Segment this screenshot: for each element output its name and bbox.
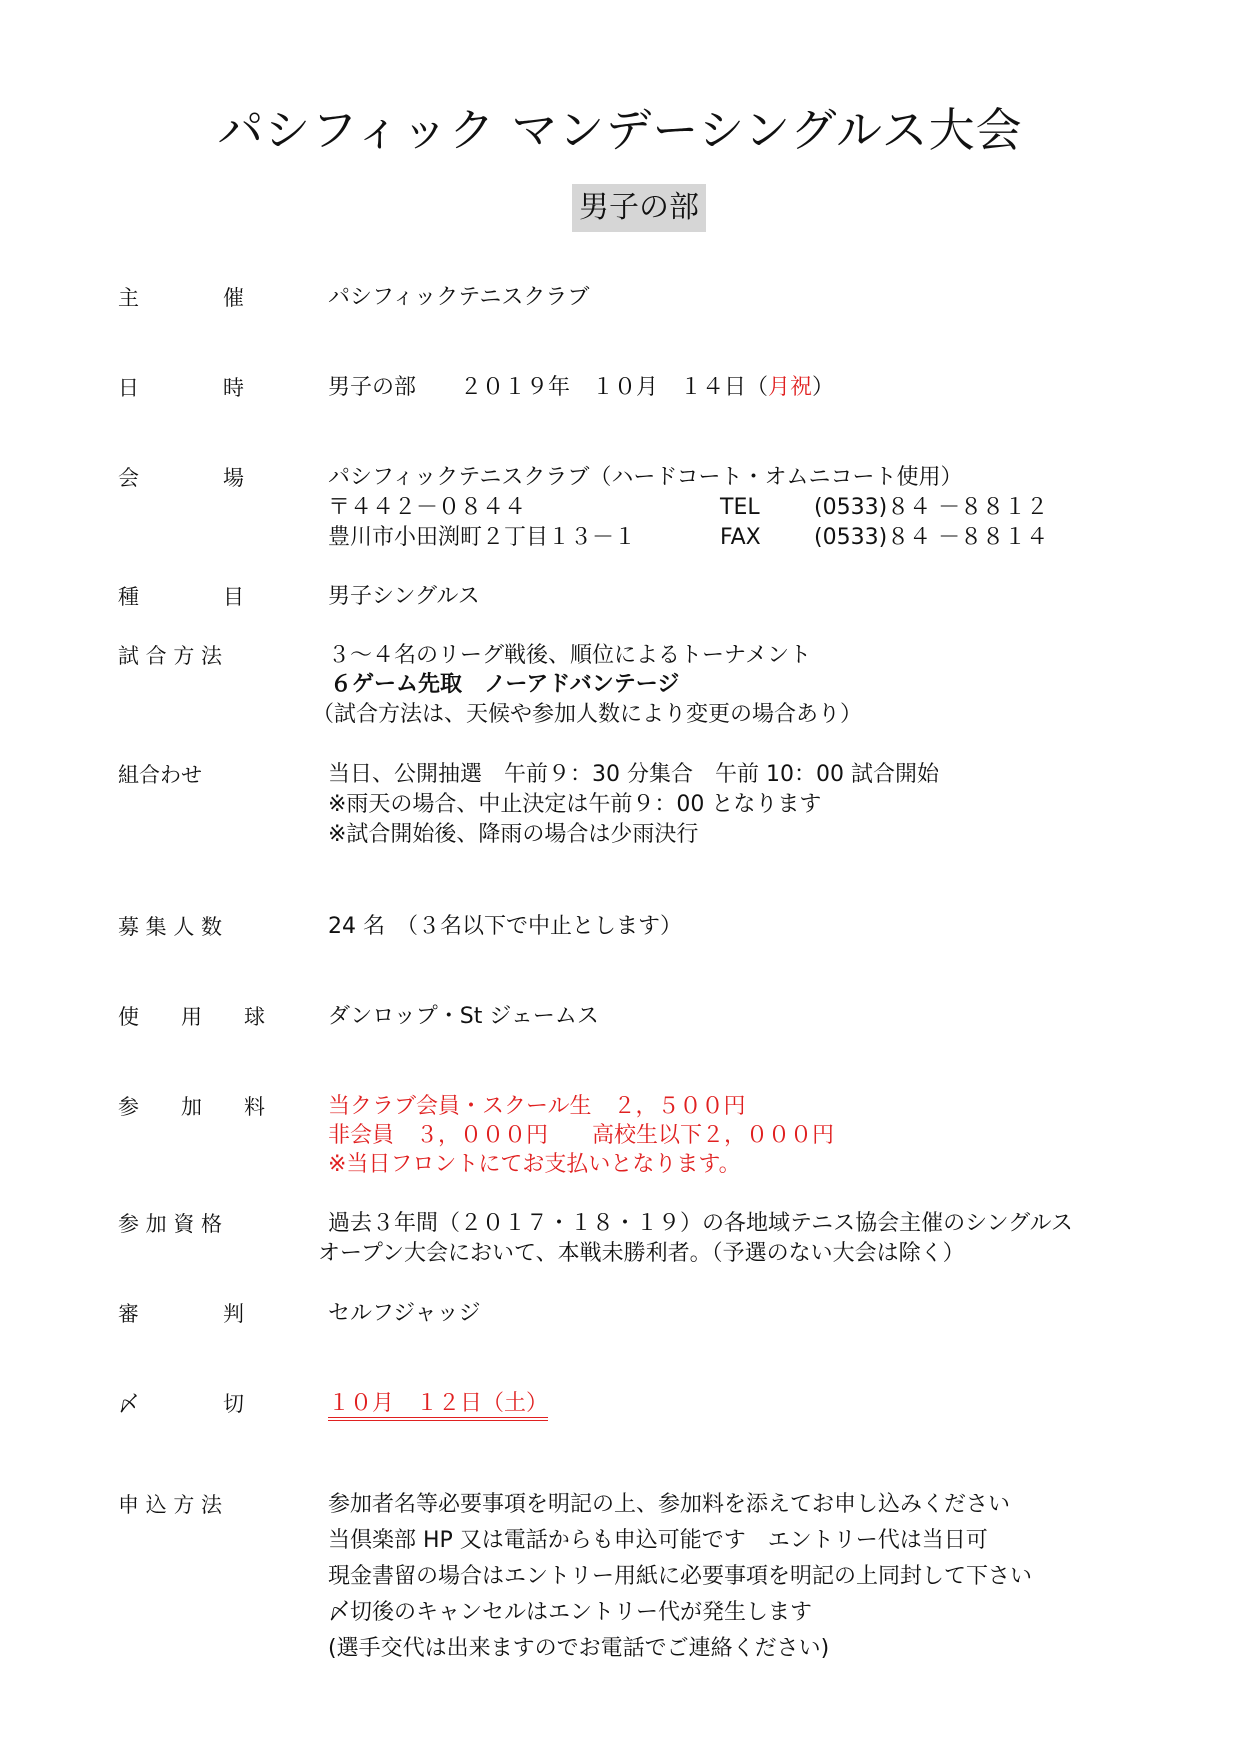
format-label: 試 合 方 法	[118, 644, 223, 668]
eligibility-line2: オープン大会において、本戦未勝利者。（予選のない大会は除く）	[318, 1241, 965, 1266]
datetime-holiday: 月祝	[768, 375, 813, 400]
format-line2: ６ゲーム先取 ノーアドバンテージ	[330, 672, 680, 697]
deadline-label: 〆 切	[118, 1392, 244, 1416]
draw-line2: ※雨天の場合、中止決定は午前９：00 となります	[328, 792, 822, 817]
venue-postal: 〒４４２－０８４４	[328, 495, 527, 520]
venue-address: 豊川市小田渕町２丁目１３－１	[328, 525, 637, 550]
application-line2: 当倶楽部 HP 又は電話からも申込可能です エントリー代は当日可	[328, 1528, 988, 1553]
venue-tel-label: TEL	[720, 495, 760, 520]
format-line1: ３～４名のリーグ戦後、順位によるトーナメント	[328, 643, 812, 668]
venue-label: 会 場	[118, 466, 244, 490]
referee-label: 審 判	[118, 1302, 244, 1326]
draw-label: 組合わせ	[118, 763, 202, 787]
capacity-label: 募 集 人 数	[118, 915, 223, 939]
draw-line1: 当日、公開抽選 午前９：30 分集合 午前 10：00 試合開始	[328, 762, 939, 787]
fee-line2: 非会員 ３，０００円 高校生以下２，０００円	[328, 1123, 835, 1148]
venue-line1: パシフィックテニスクラブ（ハードコート・オムニコート使用）	[328, 465, 963, 490]
format-line3: （試合方法は、天候や参加人数により変更の場合あり）	[312, 702, 863, 727]
application-line4: 〆切後のキャンセルはエントリー代が発生します	[328, 1600, 813, 1625]
datetime-label: 日 時	[118, 376, 244, 400]
referee-value: セルフジャッジ	[328, 1301, 481, 1326]
ball-value: ダンロップ・St ジェームス	[328, 1004, 599, 1029]
application-line5: (選手交代は出来ますのでお電話でご連絡ください)	[328, 1636, 830, 1661]
venue-tel: (0533)８４ －８８１２	[814, 495, 1049, 520]
organizer-value: パシフィックテニスクラブ	[328, 285, 590, 310]
page-subtitle: 男子の部	[572, 184, 706, 232]
event-label: 種 目	[118, 585, 244, 609]
fee-label: 参 加 料	[118, 1095, 265, 1119]
application-line3: 現金書留の場合はエントリー用紙に必要事項を明記の上同封して下さい	[328, 1564, 1033, 1589]
organizer-label: 主 催	[118, 286, 244, 310]
deadline-value: １０月 １２日（土）	[328, 1391, 548, 1421]
fee-line3: ※当日フロントにてお支払いとなります。	[328, 1152, 741, 1177]
deadline-row	[328, 1389, 548, 1419]
eligibility-label: 参 加 資 格	[118, 1212, 223, 1236]
datetime-close: ）	[812, 375, 835, 400]
venue-fax: (0533)８４ －８８１４	[814, 525, 1049, 550]
draw-line3: ※試合開始後、降雨の場合は少雨決行	[328, 822, 699, 847]
event-value: 男子シングルス	[328, 584, 480, 609]
ball-label: 使 用 球	[118, 1005, 265, 1029]
page-title: パシフィック マンデーシングルス大会	[217, 103, 1023, 157]
datetime-value	[328, 373, 834, 403]
application-line1: 参加者名等必要事項を明記の上、参加料を添えてお申し込みください	[328, 1492, 1011, 1517]
venue-fax-label: FAX	[720, 525, 761, 550]
datetime-text: 男子の部 ２０１９年 １０月 １４日（	[328, 375, 769, 400]
eligibility-line1: 過去３年間（２０１７・１８・１９）の各地域テニス協会主催のシングルス	[328, 1211, 1073, 1236]
capacity-value: 24 名 （３名以下で中止とします）	[328, 914, 682, 939]
fee-line1: 当クラブ会員・スクール生 ２，５００円	[328, 1094, 746, 1119]
application-label: 申 込 方 法	[118, 1493, 223, 1517]
